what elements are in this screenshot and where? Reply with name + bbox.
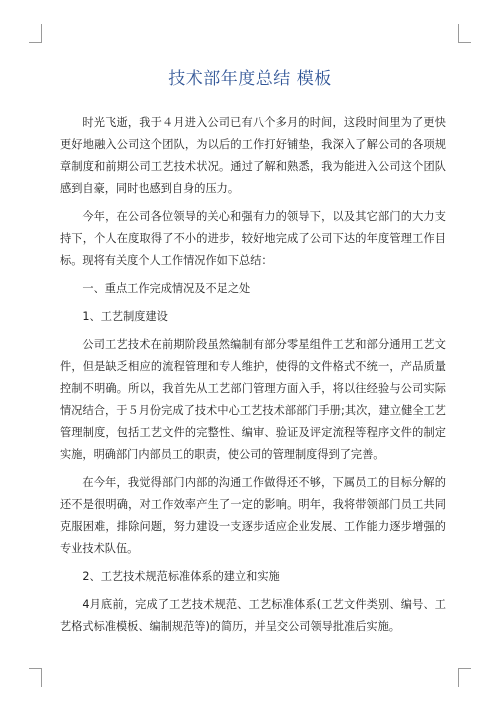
paragraph-shortcomings: 在今年，我觉得部门内部的沟通工作做得还不够，下属员工的目标分解的还不是很明确，对工作效率产生了一定的影响。明年，我将带领部门员工共同克服困难，排除问题，努力建设一支逐步适应企业发展、工作能力逐步增强的专业技术队伍。 (60, 476, 446, 555)
crop-mark-bottom-right (458, 668, 471, 687)
subsection-heading-1: 1、工艺制度建设 (82, 310, 168, 323)
paragraph-standards: 4月底前，完成了工艺技术规范、工艺标准体系(工艺文件类别、编号、工艺格式标准模板、编制规范等)的简历，并呈交公司领导批准后实施。 (60, 598, 446, 633)
paragraph-summary: 今年，在公司各位领导的关心和强有力的领导下，以及其它部门的大力支持下，个人在度取得了不小的进步，较好地完成了公司下达的年度管理工作目标。现将有关度个人工作情况作如下总结： (60, 210, 446, 267)
document-title: 技术部年度总结 模板 (168, 69, 332, 89)
crop-mark-top-left (29, 24, 42, 43)
document-body (60, 112, 446, 644)
paragraph-intro: 时光飞逝，我于４月进入公司已有八个多月的时间，这段时间里为了更快更好地融入公司这个团队，为以后的工作打好铺垫，我深入了解公司的各项规章制度和前期公司工艺技术状况。通过了解和熟悉，我为能进入公司这个团队感到自豪，同时也感到自身的压力。 (60, 116, 446, 195)
crop-mark-bottom-left (29, 668, 42, 687)
subsection-heading-2: 2、工艺技术规范标准体系的建立和实施 (82, 570, 280, 583)
crop-mark-top-right (458, 24, 471, 43)
section-heading-1: 一、重点工作完成情况及不足之处 (82, 282, 251, 295)
paragraph-process-system: 公司工艺技术在前期阶段虽然编制有部分零星组件工艺和部分通用工艺文件，但是缺乏相应的流程管理和专人维护，使得的文件格式不统一，产品质量控制不明确。所以，我首先从工艺部门管理方面入手，将以往经验与公司实际情况结合，于５月份完成了技术中心工艺技术部部门手册;其次，建立健全工艺管理制度，包括工艺文件的完整性、编审、验证及评定流程等程序文件的制定实施，明确部门内部员工的职责，使公司的管理制度得到了完善。 (60, 338, 446, 461)
